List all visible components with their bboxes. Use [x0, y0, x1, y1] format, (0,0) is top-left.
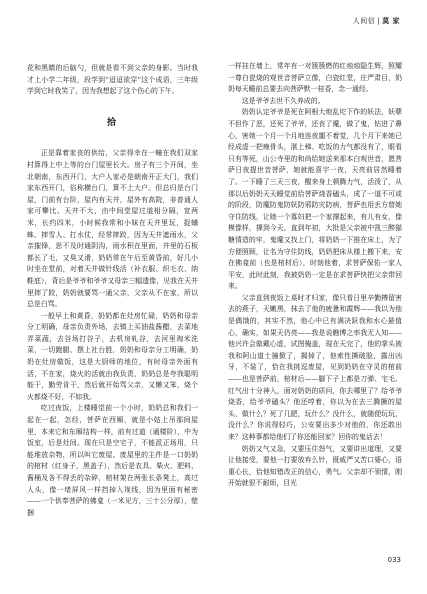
- paragraph: 正是靠着家丧的供给，父亲得幸在一幢在我们双家村算得上中上等的台门屋里长大。房子有三个开间，坐北朝南，东西开门，大户人家必是朝南开正大门，我们家东西开门，俗称横台门，算不上大户。但总归是台门屋，门前有台阶，屋内有天井，屋外有高院，非普通人家可攀比。天井不大，由中间堂屋过道相分隔，宽两米，长约四米，小时候我常和小妹在天井里玩，捉蛐蛛、摔雪人、打水仗，经常摔跤，因为天井遮雨水，父亲摧锋，思不及时通阴沟，雨水积在里面，井里的石板都长了毛，又臭又滑，奶奶常在午后至黄昏前，好几小时坐在堂前，对着天井做针线活（补衣服、织毛衣、纳鞋底），背后是爷爷和爷爷又母亲三幅遗像，见我在天井里摔了跤，奶奶就要骂一通父亲，父亲从不在家，所以总是白骂。: [27, 149, 198, 309]
- header-separator: |: [377, 17, 381, 25]
- paragraph: 吃过夜饭，上楼睡觉前一个小时，奶奶总和我们一起在一起，怎经，菩萨在西厢，就是小姑上吊那间屋里，本来它和东厢结构一样，前有过道（通楼阶），中为饭室，后是灶间。现在只是空宅子，不能派正场用，只能堆放杂物，所以叫它废屋。废屋里的主件是一口奶奶的棺材（红身子，黑盖子），然后是农具、柴火、肥料，酱桶及各不得丢的杂碎，棺材架在两张长条凳上，高过人头，像一堵屏风一样挡掉入视线，因为里面有秘密——一个供奉菩萨的佛龛（一米见方，三十公分厚），壁捆: [27, 404, 198, 517]
- header-section-name: 莫 家: [382, 17, 400, 25]
- right-column: [228, 61, 402, 490]
- paragraph: 奶奶认定爷爷是死在阿根大炮乱坨下作的妖法，妖孽不但作了恶，还死了爷爷，还丧了魔，做了鬼，钻进了鼻心，害她一个月一个月地连夜噩不着觉，几个月下来她已经成虚一把瘦骨头，湛上梯、吃饭的力气都没有了，眼看只有等死，山公寺里的和尚给她送来那本白观世音，愿菩萨日夜提世音菩萨，她就能喜宇一夜，天亮前居然睡着了。一下睡了三天三夜，醒来身上顿腾力气，活泼了，从那以后奶奶天天睡觉前给菩萨烧香磕头，成了一道不可或的阶段，防魔防鬼防妖防邪防灾防病，菩萨也用丢方替她守住防线，让她一个寡妇把一个家撑起来，有儿有女，像模像样，撑到今天，直到年初，大批是父亲被中凯三醉猫糖情造的牢，鬼魔又找上门，将奶奶一下推在床上，为了方便照顾，让名为守住防线，奶奶把床从楼上搬下来，安在佛龛前（也是棺材后），时刻他着，求菩萨保佑一家人平安，此时此刻，我被奶奶一定是在求菩萨快把父亲带回来。: [228, 108, 402, 291]
- paragraph: 父亲直到夜饭上桌时才归家，像只看日里辛勤搏留害去的燕子，天嫩黑，抹去了他的疲惫和霞辉——我以为他是偶饿的，其实不然，他心中已有满决跃我和水心悬值心，确实，如果天仍亮——我是说瞧博之率我无人知——他兴许会做戴心虚，试图掩盖，现在天完了，他的掌头被我和阿山道士撞掀了，揭掉了，他索性撕破脸，露出凶牙，不装了，恰在我挑逗废屋，见到奶奶在守灵的棺前——也是菩萨前，棺材后——脚下子上都是刀弹、宅毛、红气出十分神入，面对奶奶的质问，你去哪里了？给爷爷烧香，给爷爷磕头？他还哼着，你以为在去三腾撅的屋头，做什么？死了几肥，玩什么？没什么，就随便玩玩，没什么？你说得轻巧，公安要出多少对他的，你还敢出来？这种事都给他们了你还能回家？回你的鬼话去！: [228, 293, 402, 441]
- paragraph: 一般早上和黄昏，奶奶都在灶房忙碌，奶奶和母亲分工明确，母亲负责外场，去镇上买油盐酱醋，去菜地弄菜蔬，去谷场打谷子，去机房轧谷，去河里淘米洗菜，一切跑腿、摆上社台胜，奶奶和母亲分工明确，奶奶在灶房做饭，这是大厨师的地位，有时母亲外面有活，不在家，烧火的活就由我负责，奶奶总是夸我聪明能干，勤劳肯干，然后就开始骂父亲，又懒又笨，烧个火都烧不好，不如我。: [27, 311, 198, 401]
- section-number: 拾: [106, 117, 118, 128]
- page-number: 033: [387, 556, 401, 564]
- left-column: [27, 63, 198, 519]
- header-column-name: 人间信: [352, 17, 376, 25]
- running-header: [353, 16, 400, 26]
- continued-paragraph: 一样挂在墙上，常年有一对簇簇燃的红烛烛隐生辉，照耀一尊白瓷烧的观世音菩萨立像，白瓷红堂，庄严肃目，奶奶每天睡前总要去向菩萨默一桂香，念一通经。: [228, 62, 402, 94]
- paragraph: 奶奶又气又急，又要压住怒气，又要讲出道理，又要让他接受，要他一打要放弃么针，既威严又苦口婆心，语重心长，恰他知错改正的信心，勇气。父亲却不领情，刚开始就很不耐烦，目光: [228, 444, 402, 488]
- paragraph: 这是爷爷去世不久养成的。: [241, 96, 325, 105]
- intro-paragraph: 花和黑睛的后脑勺，但就是看不到父亲的身影。当时我才上小学二年级，段学到“迢迢欲穿”这个成语，三年级学到它时我笑了，因为我想起了这个伤心的下午。: [27, 64, 198, 96]
